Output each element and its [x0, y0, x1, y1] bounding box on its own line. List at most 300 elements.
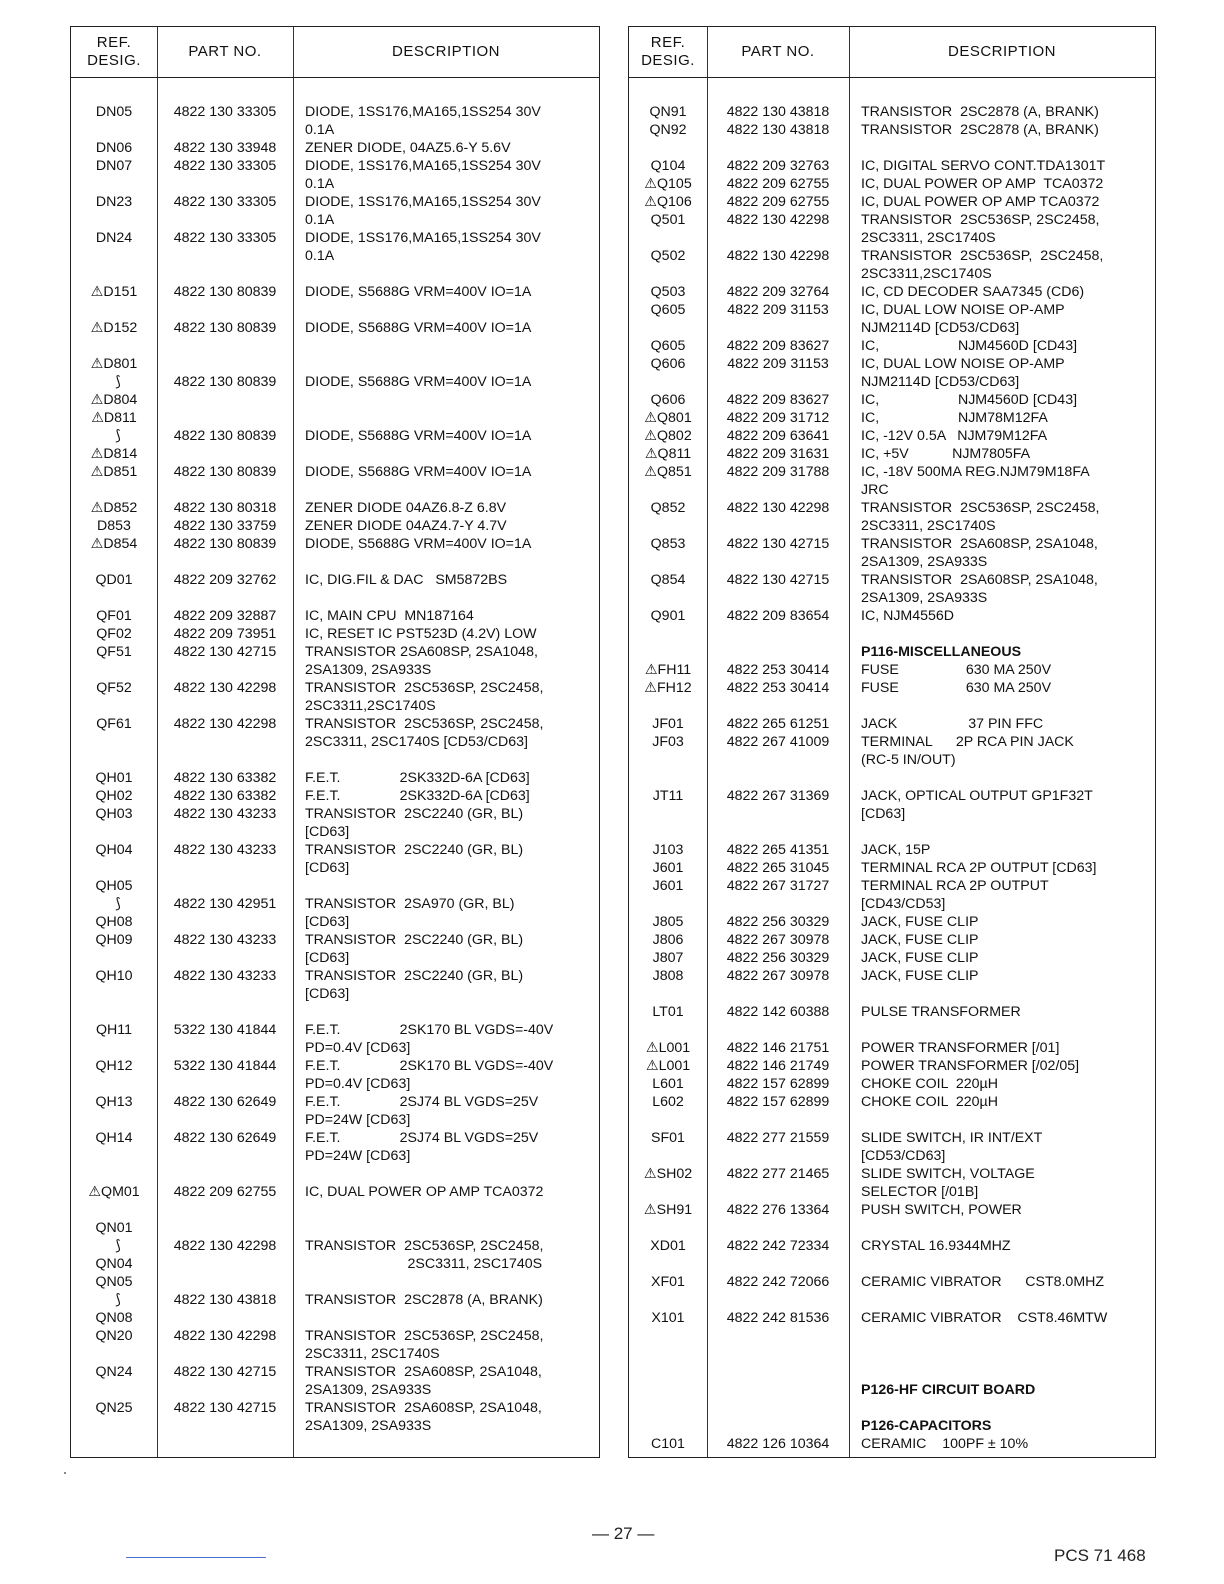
- ref-desig-cell: LT01: [652, 1004, 684, 1020]
- part-number-cell: 4822 130 42298: [726, 248, 830, 264]
- table-row: [629, 391, 1155, 409]
- part-number-cell: 4822 209 32887: [173, 608, 277, 624]
- parts-table-left: [70, 26, 600, 1458]
- ref-desig-cell: ⚠FH11: [644, 662, 692, 678]
- table-row: [629, 877, 1155, 913]
- table-row: [629, 913, 1155, 931]
- ref-desig-cell: QN20: [95, 1328, 133, 1344]
- table-row: [71, 355, 599, 409]
- part-number-cell: 4822 130 33305: [173, 230, 277, 246]
- part-number-cell: 4822 265 61251: [726, 716, 830, 732]
- ref-desig-cell: ⚠D801 ⟆ ⚠D804: [90, 356, 138, 408]
- table-row: [629, 1075, 1155, 1093]
- table-row: [629, 1093, 1155, 1111]
- description-cell: SLIDE SWITCH, VOLTAGE SELECTOR [/01B]: [861, 1166, 1035, 1200]
- ref-desig-cell: QH05 ⟆ QH08: [95, 878, 133, 930]
- description-cell: DIODE, S5688G VRM=400V IO=1A: [305, 536, 532, 552]
- description-cell: TRANSISTOR 2SC536SP, 2SC2458, 2SC3311, 2SC1740S: [305, 1328, 544, 1362]
- table-row: [629, 301, 1155, 337]
- part-number-cell: 4822 142 60388: [726, 1004, 830, 1020]
- part-number-cell: 4822 130 43818: [173, 1292, 277, 1308]
- ref-desig-cell: XF01: [651, 1274, 685, 1290]
- table-row: [71, 1183, 599, 1201]
- page-number: — 27 —: [592, 1524, 655, 1543]
- description-cell: PUSH SWITCH, POWER: [861, 1202, 1022, 1218]
- table-row: [71, 1399, 599, 1435]
- description-cell: F.E.T. 2SK332D-6A [CD63]: [305, 788, 530, 804]
- ref-desig-cell: ⚠SH91: [643, 1202, 693, 1218]
- ref-desig-cell: DN24: [95, 230, 133, 246]
- table-row: [71, 571, 599, 589]
- description-cell: JACK, FUSE CLIP: [861, 968, 979, 984]
- description-cell: TRANSISTOR 2SC536SP, 2SC2458, 2SC3311,2SC1740S: [305, 680, 544, 714]
- part-number-cell: 4822 256 30329: [726, 914, 830, 930]
- ref-desig-cell: ⚠Q802: [644, 428, 692, 444]
- description-cell: IC, NJM4556D: [861, 608, 955, 624]
- ref-desig-cell: Q606: [650, 392, 686, 408]
- part-number-cell: 4822 209 62755: [726, 194, 830, 210]
- part-number-cell: 4822 253 30414: [726, 662, 830, 678]
- table-row: [629, 337, 1155, 355]
- ref-desig-cell: QH12: [95, 1058, 133, 1074]
- table-row: [629, 715, 1155, 733]
- ref-desig-cell: J807: [652, 950, 684, 966]
- description-cell: TRANSISTOR 2SC536SP, 2SC2458, 2SC3311, 2SC1740S [CD53/CD63]: [305, 716, 544, 750]
- part-number-cell: 4822 277 21465: [726, 1166, 830, 1182]
- part-number-cell: 4822 146 21751: [726, 1040, 830, 1056]
- ref-desig-cell: X101: [651, 1310, 685, 1326]
- header-part-no: PART NO.: [188, 43, 262, 60]
- description-cell: TRANSISTOR 2SC536SP, 2SC2458, 2SC3311, 2SC1740S: [305, 1238, 544, 1272]
- description-cell: IC, MAIN CPU MN187164: [305, 608, 474, 624]
- ref-desig-cell: Q501: [650, 212, 686, 228]
- ref-desig-cell: JF03: [652, 734, 684, 750]
- part-number-cell: 5322 130 41844: [173, 1058, 277, 1074]
- description-cell: TRANSISTOR 2SA608SP, 2SA1048, 2SA1309, 2SA933S: [305, 1364, 542, 1398]
- ref-desig-cell: ⚠Q811: [644, 446, 692, 462]
- description-cell: SLIDE SWITCH, IR INT/EXT [CD53/CD63]: [861, 1130, 1043, 1164]
- ref-desig-cell: Q104: [650, 158, 686, 174]
- description-cell: DIODE, S5688G VRM=400V IO=1A: [305, 374, 532, 390]
- table-row: [629, 193, 1155, 211]
- part-number-cell: 4822 209 31712: [726, 410, 830, 426]
- description-cell: IC, NJM78M12FA: [861, 410, 1048, 426]
- description-cell: F.E.T. 2SJ74 BL VGDS=25V PD=24W [CD63]: [305, 1094, 539, 1128]
- section-heading-row: [629, 1417, 1155, 1435]
- ref-desig-cell: QN25: [95, 1400, 133, 1416]
- table-row: [629, 841, 1155, 859]
- part-number-cell: 4822 267 30978: [726, 968, 830, 984]
- ref-desig-cell: Q605: [650, 338, 686, 354]
- ref-desig-cell: JF01: [652, 716, 684, 732]
- ref-desig-cell: QH10: [95, 968, 133, 984]
- description-cell: JACK 37 PIN FFC: [861, 716, 1044, 732]
- description-cell: IC, DIG.FIL & DAC SM5872BS: [305, 572, 508, 588]
- ref-desig-cell: C101: [651, 1436, 685, 1452]
- part-number-cell: 4822 130 43818: [726, 122, 830, 138]
- ref-desig-cell: ⚠Q801: [644, 410, 692, 426]
- description-cell: TRANSISTOR 2SC536SP, 2SC2458, 2SC3311, 2SC1740S: [861, 212, 1100, 246]
- description-cell: CHOKE COIL 220µH: [861, 1094, 998, 1110]
- ref-desig-cell: QN01 ⟆ QN04: [95, 1220, 133, 1272]
- table-row: [71, 517, 599, 535]
- part-number-cell: 4822 146 21749: [726, 1058, 830, 1074]
- part-number-cell: 4822 130 42951: [173, 896, 277, 912]
- part-number-cell: 4822 209 32763: [726, 158, 830, 174]
- part-number-cell: 4822 256 30329: [726, 950, 830, 966]
- part-number-cell: 4822 209 62755: [726, 176, 830, 192]
- table-row: [71, 769, 599, 787]
- table-row: [71, 607, 599, 625]
- table-row: [629, 607, 1155, 625]
- description-cell: P126-CAPACITORS: [861, 1418, 992, 1434]
- description-cell: F.E.T. 2SK170 BL VGDS=-40V PD=0.4V [CD63]: [305, 1022, 554, 1056]
- ref-desig-cell: QH11: [95, 1022, 132, 1038]
- part-number-cell: 4822 130 42298: [726, 500, 830, 516]
- ref-desig-cell: Q502: [650, 248, 686, 264]
- table-row: [71, 787, 599, 805]
- table-row: [629, 1237, 1155, 1255]
- ref-desig-cell: XD01: [650, 1238, 686, 1254]
- description-cell: CRYSTAL 16.9344MHZ: [861, 1238, 1011, 1254]
- part-number-cell: 4822 130 33948: [173, 140, 277, 156]
- part-number-cell: 4822 130 33759: [173, 518, 277, 534]
- description-cell: P126-HF CIRCUIT BOARD: [861, 1382, 1036, 1398]
- table-row: [629, 967, 1155, 985]
- description-cell: FUSE 630 MA 250V: [861, 662, 1052, 678]
- part-number-cell: 4822 126 10364: [726, 1436, 830, 1452]
- ref-desig-cell: ⚠QM01: [88, 1184, 140, 1200]
- description-cell: ZENER DIODE 04AZ4.7-Y 4.7V: [305, 518, 507, 534]
- description-cell: DIODE, S5688G VRM=400V IO=1A: [305, 320, 532, 336]
- ref-desig-cell: J601: [652, 860, 684, 876]
- part-number-cell: 4822 209 62755: [173, 1184, 277, 1200]
- section-heading-row: [629, 643, 1155, 661]
- description-cell: JACK, FUSE CLIP: [861, 932, 979, 948]
- description-cell: DIODE, S5688G VRM=400V IO=1A: [305, 464, 532, 480]
- ref-desig-cell: Q606: [650, 356, 686, 372]
- part-number-cell: 4822 253 30414: [726, 680, 830, 696]
- part-number-cell: 4822 209 31631: [726, 446, 830, 462]
- part-number-cell: 4822 130 42715: [173, 644, 277, 660]
- part-number-cell: 4822 130 42715: [726, 572, 830, 588]
- description-cell: F.E.T. 2SK332D-6A [CD63]: [305, 770, 530, 786]
- header-divider: [71, 77, 599, 78]
- ref-desig-cell: ⚠FH12: [644, 680, 692, 696]
- ref-desig-cell: L602: [652, 1094, 684, 1110]
- table-row: [629, 733, 1155, 769]
- table-row: [71, 103, 599, 139]
- table-row: [629, 949, 1155, 967]
- ref-desig-cell: QN92: [649, 122, 687, 138]
- table-row: [629, 1435, 1155, 1453]
- part-number-cell: 4822 130 80318: [173, 500, 277, 516]
- table-row: [629, 463, 1155, 499]
- ref-desig-cell: QF01: [96, 608, 132, 624]
- ref-desig-cell: QH13: [95, 1094, 133, 1110]
- table-row: [629, 1003, 1155, 1021]
- part-number-cell: 4822 130 42715: [726, 536, 830, 552]
- header-ref-desig: REF. DESIG.: [641, 34, 695, 69]
- part-number-cell: 4822 209 31153: [727, 302, 829, 318]
- parts-table-right: [628, 26, 1156, 1458]
- table-row: [71, 805, 599, 841]
- document-code: PCS 71 468: [1054, 1546, 1146, 1565]
- description-cell: TRANSISTOR 2SC2240 (GR, BL) [CD63]: [305, 806, 524, 840]
- description-cell: F.E.T. 2SJ74 BL VGDS=25V PD=24W [CD63]: [305, 1130, 539, 1164]
- table-row: [629, 445, 1155, 463]
- table-row: [629, 175, 1155, 193]
- ref-desig-cell: ⚠Q105: [644, 176, 692, 192]
- description-cell: DIODE, 1SS176,MA165,1SS254 30V 0.1A: [305, 230, 541, 264]
- description-cell: PULSE TRANSFORMER: [861, 1004, 1021, 1020]
- part-number-cell: 4822 130 43233: [173, 842, 277, 858]
- ref-desig-cell: QF02: [96, 626, 132, 642]
- part-number-cell: 4822 267 31369: [726, 788, 830, 804]
- description-cell: IC, DUAL POWER OP AMP TCA0372: [861, 194, 1100, 210]
- description-cell: JACK, OPTICAL OUTPUT GP1F32T [CD63]: [861, 788, 1093, 822]
- part-number-cell: 4822 130 80839: [173, 428, 277, 444]
- table-body-left: [71, 103, 599, 1435]
- part-number-cell: 4822 209 73951: [173, 626, 277, 642]
- part-number-cell: 4822 130 63382: [173, 788, 277, 804]
- part-number-cell: 4822 277 21559: [726, 1130, 830, 1146]
- table-row: [71, 679, 599, 715]
- table-row: [71, 1129, 599, 1165]
- ref-desig-cell: JT11: [652, 788, 684, 804]
- ref-desig-cell: J808: [652, 968, 684, 984]
- table-row: [71, 1363, 599, 1399]
- table-row: [629, 661, 1155, 679]
- description-cell: IC, -12V 0.5A NJM79M12FA: [861, 428, 1048, 444]
- ref-desig-cell: QH03: [95, 806, 133, 822]
- table-row: [629, 211, 1155, 247]
- table-row: [629, 499, 1155, 535]
- table-row: [71, 1273, 599, 1327]
- table-row: [71, 625, 599, 643]
- description-cell: TERMINAL RCA 2P OUTPUT [CD63]: [861, 860, 1097, 876]
- ref-desig-cell: J103: [652, 842, 684, 858]
- ref-desig-cell: DN06: [95, 140, 133, 156]
- table-row: [71, 1327, 599, 1363]
- description-cell: POWER TRANSFORMER [/01]: [861, 1040, 1060, 1056]
- description-cell: CERAMIC 100PF ± 10%: [861, 1436, 1029, 1452]
- part-number-cell: 4822 265 31045: [726, 860, 830, 876]
- table-row: [71, 229, 599, 265]
- scan-speck: [64, 1472, 66, 1474]
- description-cell: JACK, 15P: [861, 842, 931, 858]
- description-cell: TRANSISTOR 2SC2240 (GR, BL) [CD63]: [305, 932, 524, 966]
- table-row: [629, 1057, 1155, 1075]
- header-divider: [629, 77, 1155, 78]
- header-description: DESCRIPTION: [391, 43, 500, 60]
- ref-desig-cell: Q854: [650, 572, 686, 588]
- part-number-cell: 4822 130 43233: [173, 968, 277, 984]
- part-number-cell: 4822 130 80839: [173, 464, 277, 480]
- description-cell: TERMINAL RCA 2P OUTPUT [CD43/CD53]: [861, 878, 1049, 912]
- table-row: [71, 1021, 599, 1057]
- part-number-cell: 4822 209 32762: [173, 572, 277, 588]
- ref-desig-cell: QN05 ⟆ QN08: [95, 1274, 133, 1326]
- ref-desig-cell: ⚠D151: [90, 284, 138, 300]
- table-row: [71, 1093, 599, 1129]
- table-row: [71, 1057, 599, 1093]
- table-row: [71, 841, 599, 877]
- part-number-cell: 4822 265 41351: [726, 842, 830, 858]
- part-number-cell: 4822 209 31788: [726, 464, 830, 480]
- ref-desig-cell: L601: [652, 1076, 684, 1092]
- description-cell: FUSE 630 MA 250V: [861, 680, 1052, 696]
- table-row: [71, 643, 599, 679]
- description-cell: F.E.T. 2SK170 BL VGDS=-40V PD=0.4V [CD63]: [305, 1058, 554, 1092]
- description-cell: IC, CD DECODER SAA7345 (CD6): [861, 284, 1085, 300]
- ref-desig-cell: QF51: [96, 644, 132, 660]
- description-cell: TRANSISTOR 2SA608SP, 2SA1048, 2SA1309, 2SA933S: [305, 644, 538, 678]
- description-cell: IC, NJM4560D [CD43]: [861, 392, 1078, 408]
- description-cell: DIODE, 1SS176,MA165,1SS254 30V 0.1A: [305, 194, 541, 228]
- header-ref-desig: REF. DESIG.: [87, 34, 141, 69]
- table-row: [71, 283, 599, 301]
- description-cell: IC, -18V 500MA REG.NJM79M18FA JRC: [861, 464, 1090, 498]
- description-cell: IC, DIGITAL SERVO CONT.TDA1301T: [861, 158, 1106, 174]
- link-underline: [126, 1557, 266, 1558]
- part-number-cell: 4822 130 42298: [173, 1328, 277, 1344]
- description-cell: CHOKE COIL 220µH: [861, 1076, 998, 1092]
- description-cell: TRANSISTOR 2SA970 (GR, BL) [CD63]: [305, 896, 515, 930]
- ref-desig-cell: QD01: [95, 572, 133, 588]
- header-description: DESCRIPTION: [947, 43, 1056, 60]
- ref-desig-cell: Q503: [650, 284, 686, 300]
- description-cell: JACK, FUSE CLIP: [861, 914, 979, 930]
- part-number-cell: 4822 157 62899: [726, 1076, 830, 1092]
- table-row: [629, 1129, 1155, 1165]
- table-row: [629, 679, 1155, 697]
- table-row: [71, 967, 599, 1003]
- table-row: [629, 1165, 1155, 1201]
- ref-desig-cell: DN07: [95, 158, 133, 174]
- ref-desig-cell: J806: [652, 932, 684, 948]
- table-row: [629, 409, 1155, 427]
- ref-desig-cell: Q853: [650, 536, 686, 552]
- part-number-cell: 4822 267 31727: [726, 878, 830, 894]
- part-number-cell: 4822 130 33305: [173, 104, 277, 120]
- ref-desig-cell: ⚠D854: [90, 536, 138, 552]
- table-row: [71, 499, 599, 517]
- table-row: [71, 877, 599, 931]
- description-cell: ZENER DIODE, 04AZ5.6-Y 5.6V: [305, 140, 511, 156]
- ref-desig-cell: QH01: [95, 770, 133, 786]
- part-number-cell: 4822 267 30978: [726, 932, 830, 948]
- ref-desig-cell: ⚠D851: [90, 464, 138, 480]
- header-part-no: PART NO.: [741, 43, 815, 60]
- table-row: [629, 121, 1155, 139]
- table-row: [71, 319, 599, 337]
- description-cell: TRANSISTOR 2SA608SP, 2SA1048, 2SA1309, 2SA933S: [861, 572, 1098, 606]
- part-number-cell: 4822 130 43233: [173, 806, 277, 822]
- part-number-cell: 4822 130 62649: [173, 1094, 277, 1110]
- description-cell: ZENER DIODE 04AZ6.8-Z 6.8V: [305, 500, 507, 516]
- ref-desig-cell: QH04: [95, 842, 133, 858]
- table-row: [71, 157, 599, 193]
- part-number-cell: 4822 130 33305: [173, 158, 277, 174]
- part-number-cell: 4822 157 62899: [726, 1094, 830, 1110]
- description-cell: P116-MISCELLANEOUS: [861, 644, 1022, 660]
- part-number-cell: 4822 130 42298: [726, 212, 830, 228]
- part-number-cell: 4822 242 72066: [726, 1274, 830, 1290]
- part-number-cell: 4822 209 83627: [726, 338, 830, 354]
- description-cell: IC, NJM4560D [CD43]: [861, 338, 1078, 354]
- table-row: [71, 715, 599, 751]
- description-cell: TRANSISTOR 2SA608SP, 2SA1048, 2SA1309, 2SA933S: [861, 536, 1098, 570]
- table-row: [629, 157, 1155, 175]
- table-row: [629, 1201, 1155, 1219]
- section-heading-row: [629, 1381, 1155, 1399]
- description-cell: TRANSISTOR 2SC2878 (A, BRANK): [861, 104, 1099, 120]
- table-row: [629, 103, 1155, 121]
- table-row: [71, 139, 599, 157]
- table-row: [71, 409, 599, 463]
- description-cell: TRANSISTOR 2SC536SP, 2SC2458, 2SC3311,2SC1740S: [861, 248, 1104, 282]
- ref-desig-cell: QF52: [96, 680, 132, 696]
- part-number-cell: 5322 130 41844: [173, 1022, 277, 1038]
- description-cell: TRANSISTOR 2SC2240 (GR, BL) [CD63]: [305, 968, 524, 1002]
- description-cell: DIODE, 1SS176,MA165,1SS254 30V 0.1A: [305, 158, 541, 192]
- table-row: [629, 859, 1155, 877]
- part-number-cell: 4822 130 43233: [173, 932, 277, 948]
- description-cell: TRANSISTOR 2SC2878 (A, BRANK): [305, 1292, 543, 1308]
- part-number-cell: 4822 267 41009: [726, 734, 830, 750]
- part-number-cell: 4822 130 80839: [173, 284, 277, 300]
- table-row: [629, 787, 1155, 823]
- ref-desig-cell: Q605: [650, 302, 686, 318]
- part-number-cell: 4822 130 33305: [173, 194, 277, 210]
- table-row: [629, 535, 1155, 571]
- description-cell: IC, DUAL POWER OP AMP TCA0372: [305, 1184, 544, 1200]
- part-number-cell: 4822 242 81536: [726, 1310, 830, 1326]
- table-row: [71, 193, 599, 229]
- description-cell: TERMINAL 2P RCA PIN JACK (RC-5 IN/OUT): [861, 734, 1074, 768]
- part-number-cell: 4822 130 80839: [173, 320, 277, 336]
- ref-desig-cell: J805: [652, 914, 684, 930]
- part-number-cell: 4822 209 32764: [726, 284, 830, 300]
- ref-desig-cell: Q901: [650, 608, 686, 624]
- part-number-cell: 4822 209 31153: [727, 356, 829, 372]
- part-number-cell: 4822 130 42715: [173, 1400, 277, 1416]
- ref-desig-cell: QH02: [95, 788, 133, 804]
- ref-desig-cell: ⚠L001: [645, 1040, 691, 1056]
- table-row: [629, 283, 1155, 301]
- part-number-cell: 4822 209 83627: [726, 392, 830, 408]
- table-row: [629, 1039, 1155, 1057]
- ref-desig-cell: QH09: [95, 932, 133, 948]
- table-body-right: [629, 103, 1155, 1453]
- description-cell: DIODE, S5688G VRM=400V IO=1A: [305, 428, 532, 444]
- table-row: [71, 535, 599, 553]
- description-cell: POWER TRANSFORMER [/02/05]: [861, 1058, 1080, 1074]
- description-cell: IC, RESET IC PST523D (4.2V) LOW: [305, 626, 537, 642]
- table-row: [629, 931, 1155, 949]
- table-row: [629, 355, 1155, 391]
- ref-desig-cell: ⚠D152: [90, 320, 138, 336]
- part-number-cell: 4822 209 63641: [726, 428, 830, 444]
- ref-desig-cell: ⚠D811 ⟆ ⚠D814: [90, 410, 138, 462]
- part-number-cell: 4822 130 80839: [173, 374, 277, 390]
- ref-desig-cell: D853: [97, 518, 131, 534]
- ref-desig-cell: ⚠L001: [645, 1058, 691, 1074]
- description-cell: TRANSISTOR 2SC536SP, 2SC2458, 2SC3311, 2SC1740S: [861, 500, 1100, 534]
- part-number-cell: 4822 209 83654: [726, 608, 830, 624]
- part-number-cell: 4822 276 13364: [726, 1202, 830, 1218]
